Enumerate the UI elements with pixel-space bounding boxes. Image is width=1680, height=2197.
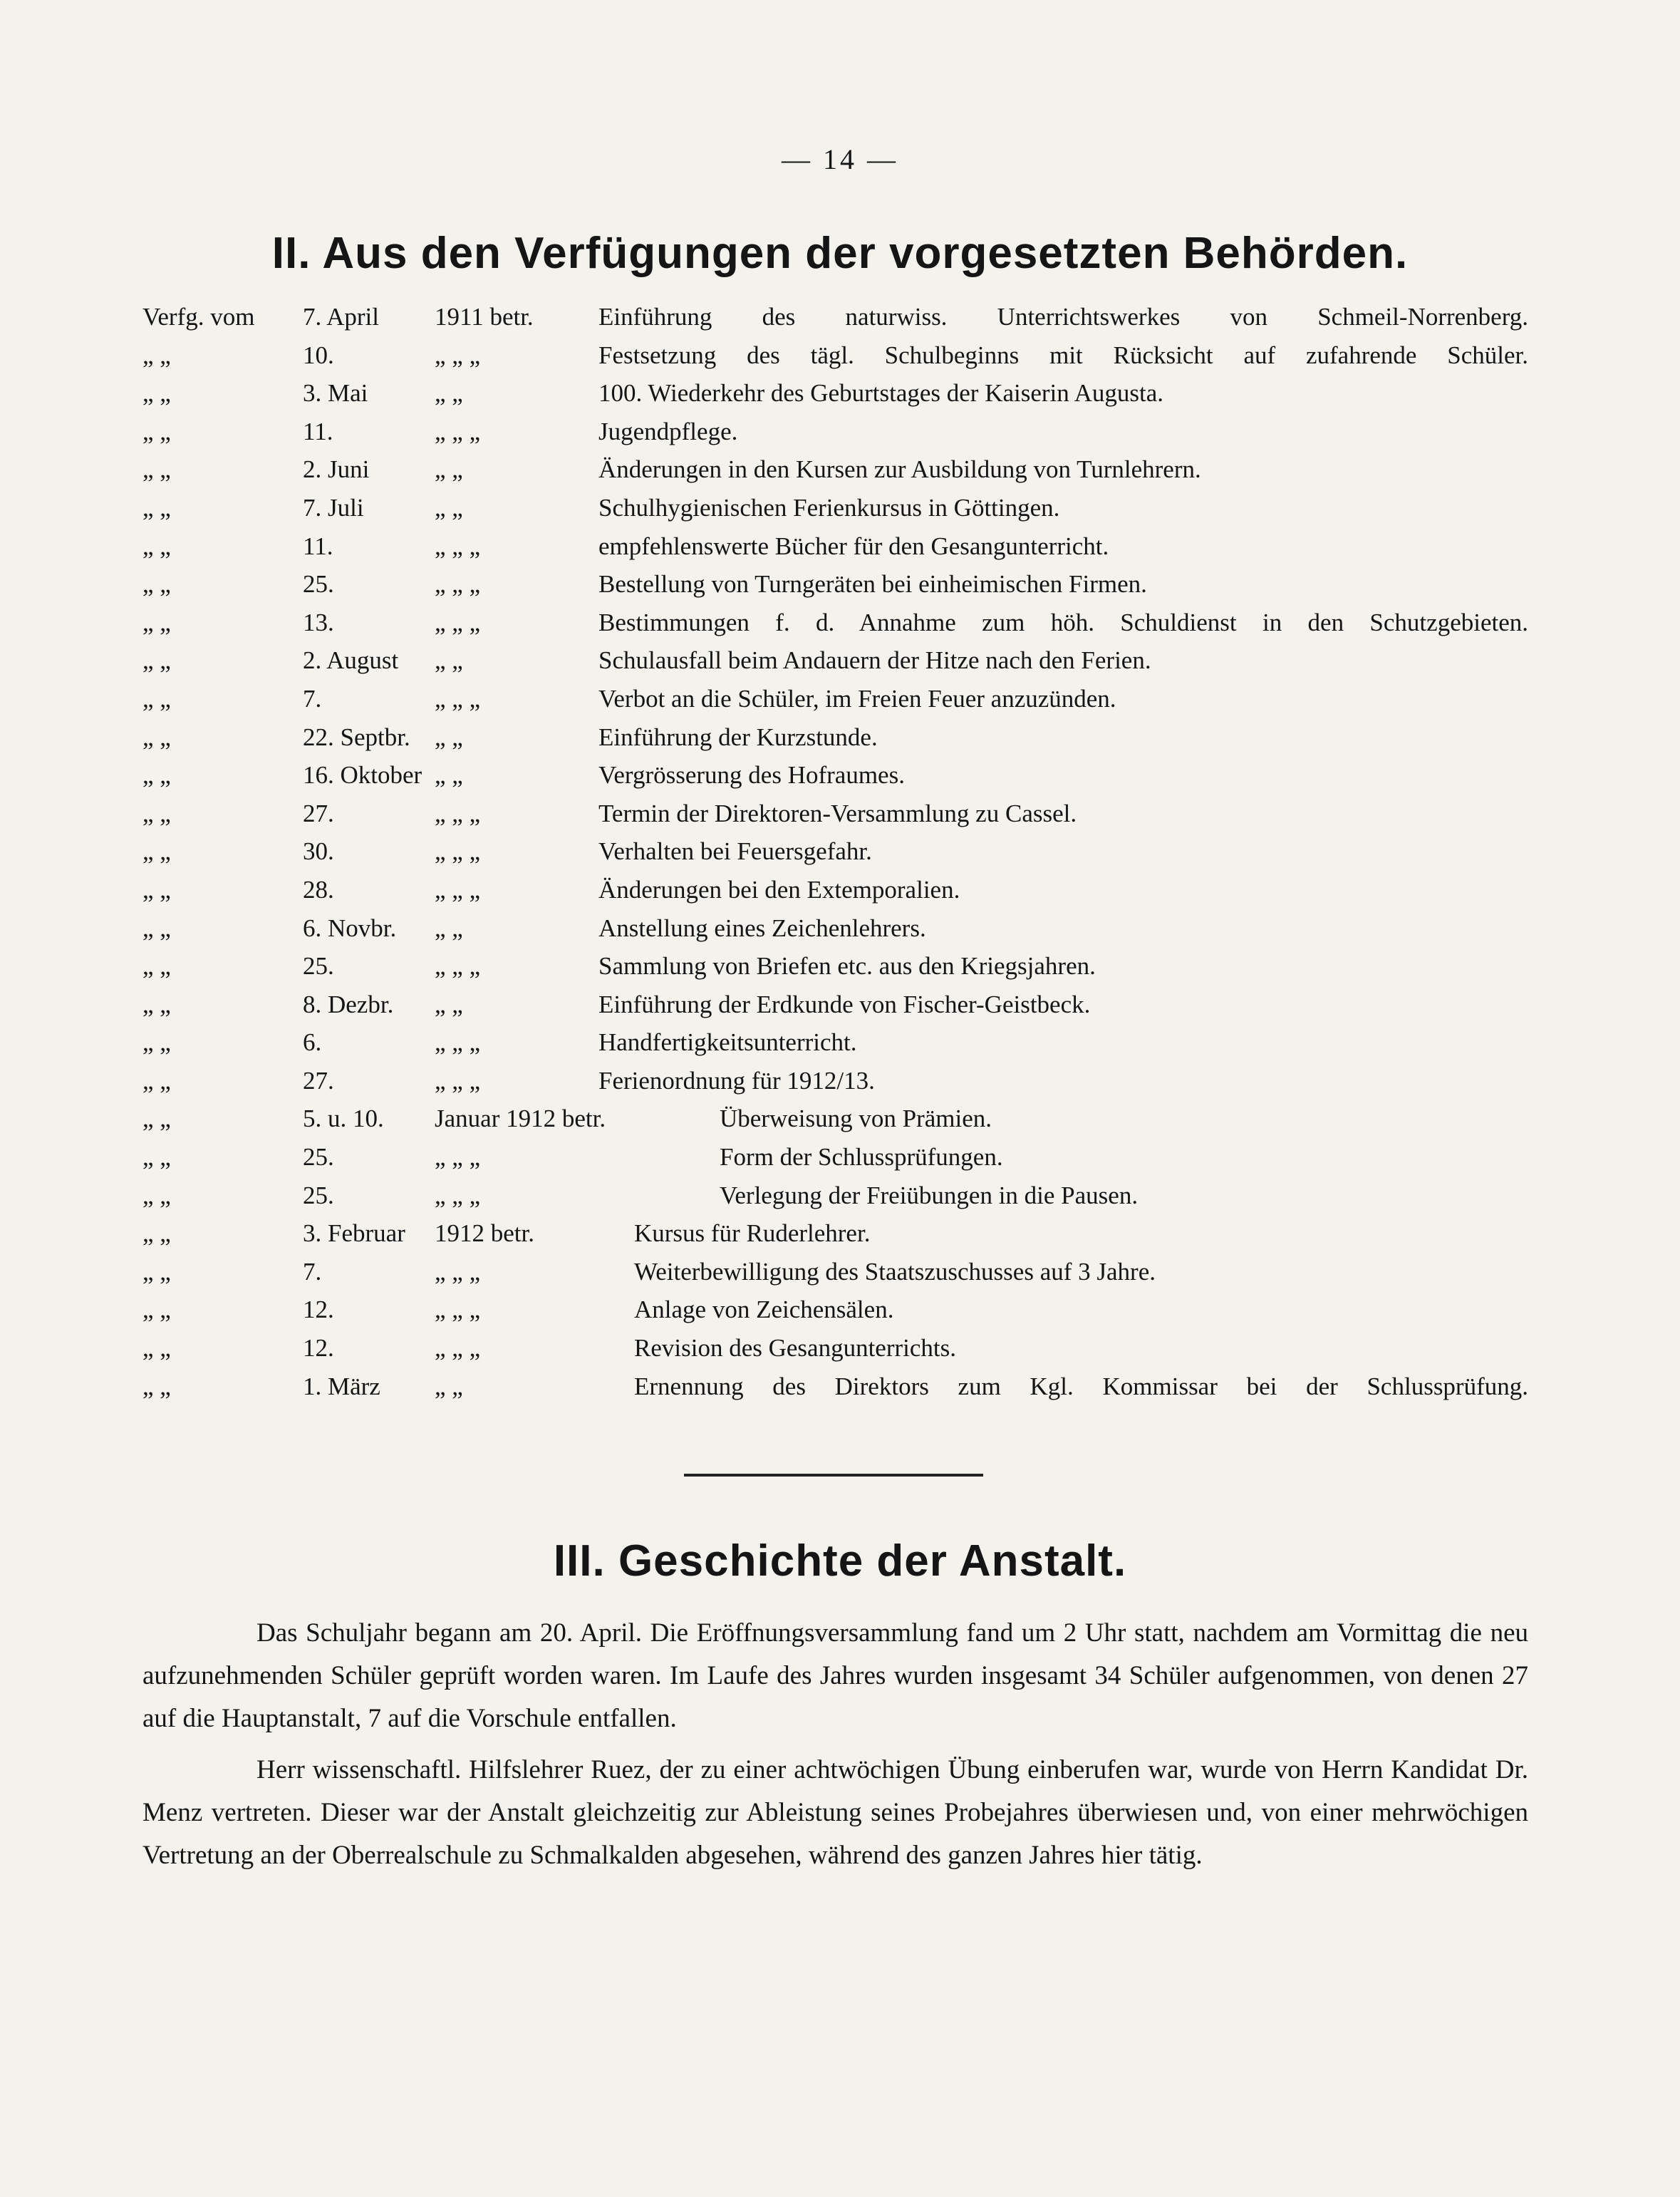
order-date: 7.	[303, 684, 322, 713]
order-betr: „ „	[435, 1372, 463, 1400]
order-date: 12.	[303, 1296, 334, 1324]
orders-list	[142, 298, 1528, 1405]
order-prefix: „ „	[142, 532, 171, 560]
order-row	[142, 336, 1528, 375]
order-subject: Schulausfall beim Andauern der Hitze nach den Ferien.	[598, 646, 1151, 675]
order-betr: „ „ „	[435, 799, 481, 827]
order-date: 2. August	[303, 646, 399, 675]
order-prefix: Verfg. vom	[142, 303, 255, 331]
order-betr: 1911 betr.	[435, 303, 534, 331]
order-subject: Ernennung des Direktors zum Kgl. Kommissar bei der Schlussprüfung.	[634, 1372, 1528, 1400]
order-date: 25.	[303, 570, 334, 599]
order-betr: „ „ „	[435, 1143, 481, 1172]
order-date: 25.	[303, 1143, 334, 1172]
order-subject: Handfertigkeitsunterricht.	[598, 1028, 857, 1057]
order-date: 27.	[303, 1066, 334, 1095]
order-prefix: „ „	[142, 1028, 171, 1057]
order-betr: „ „ „	[435, 1181, 481, 1209]
order-prefix: „ „	[142, 684, 171, 713]
order-row	[142, 947, 1528, 986]
order-date: 12.	[303, 1334, 334, 1363]
order-betr: „ „ „	[435, 341, 481, 369]
order-date: 10.	[303, 341, 334, 369]
order-date: 16. Oktober	[303, 761, 422, 790]
order-date: 6.	[303, 1028, 322, 1057]
order-betr: „ „ „	[435, 417, 481, 445]
order-prefix: „ „	[142, 1105, 171, 1133]
order-prefix: „ „	[142, 1143, 171, 1172]
order-row	[142, 986, 1528, 1024]
order-date: 7. April	[303, 303, 379, 331]
order-row	[142, 718, 1528, 757]
order-subject: Verbot an die Schüler, im Freien Feuer anzuzünden.	[598, 684, 1116, 713]
order-date: 5. u. 10.	[303, 1105, 384, 1133]
order-row	[142, 450, 1528, 489]
order-date: 7. Juli	[303, 493, 364, 522]
order-date: 3. Mai	[303, 379, 368, 408]
order-prefix: „ „	[142, 952, 171, 981]
order-row	[142, 641, 1528, 680]
order-row	[142, 1214, 1528, 1253]
order-date: 28.	[303, 875, 334, 904]
order-prefix: „ „	[142, 990, 171, 1018]
order-row	[142, 1062, 1528, 1100]
order-date: 1. März	[303, 1372, 380, 1400]
order-subject: Verlegung der Freiübungen in die Pausen.	[720, 1181, 1139, 1209]
order-subject: Anstellung eines Zeichenlehrers.	[598, 914, 926, 942]
order-row	[142, 298, 1528, 336]
order-betr: „ „	[435, 914, 463, 942]
order-betr: „ „ „	[435, 570, 481, 599]
page-number: — 14 —	[782, 143, 898, 175]
order-betr: „ „ „	[435, 1296, 481, 1324]
order-row	[142, 1291, 1528, 1329]
order-prefix: „ „	[142, 417, 171, 445]
order-betr: „ „ „	[435, 952, 481, 981]
order-row	[142, 374, 1528, 413]
order-subject: Sammlung von Briefen etc. aus den Kriegsjahren.	[598, 952, 1096, 981]
order-prefix: „ „	[142, 761, 171, 790]
history-text	[142, 1612, 1528, 1877]
order-subject: Einführung des naturwiss. Unterrichtswerkes von Schmeil-Norrenberg.	[598, 303, 1528, 331]
order-date: 25.	[303, 1181, 334, 1209]
order-betr: „ „ „	[435, 1028, 481, 1057]
order-date: 25.	[303, 952, 334, 981]
order-subject: Jugendpflege.	[598, 417, 738, 445]
order-subject: Weiterbewilligung des Staatszuschusses auf 3 Jahre.	[634, 1257, 1156, 1286]
order-row	[142, 1329, 1528, 1368]
order-row	[142, 1368, 1528, 1406]
order-row	[142, 756, 1528, 795]
order-prefix: „ „	[142, 493, 171, 522]
order-subject: Änderungen in den Kursen zur Ausbildung von Turnlehrern.	[598, 455, 1201, 484]
order-betr: 1912 betr.	[435, 1219, 534, 1248]
order-subject: Festsetzung des tägl. Schulbeginns mit Rücksicht auf zufahrende Schüler.	[598, 341, 1528, 369]
section-heading-verfuegungen: II. Aus den Verfügungen der vorgesetzten Behörden.	[271, 229, 1409, 278]
section-divider	[684, 1474, 983, 1477]
order-betr: „ „ „	[435, 532, 481, 560]
order-betr: „ „ „	[435, 875, 481, 904]
order-subject: Ferienordnung für 1912/13.	[598, 1066, 875, 1095]
order-row	[142, 1177, 1528, 1215]
order-row	[142, 1100, 1528, 1138]
order-date: 8. Dezbr.	[303, 990, 394, 1018]
order-betr: „ „ „	[435, 608, 481, 636]
order-prefix: „ „	[142, 455, 171, 484]
order-prefix: „ „	[142, 837, 171, 866]
order-subject: Kursus für Ruderlehrer.	[634, 1219, 871, 1248]
history-paragraph: Das Schuljahr begann am 20. April. Die Eröffnungsversammlung fand um 2 Uhr statt, nachdem am Vormittag die neu aufzunehmenden Schüler geprüft worden waren. Im Laufe des Jahres wurden insgesamt 34 Schüler aufgenommen, von denen 27 auf die Hauptanstalt, 7 auf die Vorschule entfallen.	[142, 1618, 1528, 1733]
order-betr: „ „ „	[435, 1257, 481, 1286]
order-subject: Revision des Gesangunterrichts.	[634, 1334, 956, 1363]
order-row	[142, 489, 1528, 527]
order-subject: Bestimmungen f. d. Annahme zum höh. Schuldienst in den Schutzgebieten.	[598, 608, 1528, 636]
order-subject: Vergrösserung des Hofraumes.	[598, 761, 905, 790]
order-betr: „ „ „	[435, 1066, 481, 1095]
order-betr: „ „	[435, 761, 463, 790]
order-prefix: „ „	[142, 608, 171, 636]
order-betr: „ „	[435, 723, 463, 751]
order-date: 27.	[303, 799, 334, 827]
order-row	[142, 413, 1528, 451]
order-date: 2. Juni	[303, 455, 370, 484]
order-row	[142, 909, 1528, 948]
order-betr: „ „	[435, 455, 463, 484]
order-prefix: „ „	[142, 723, 171, 751]
order-prefix: „ „	[142, 799, 171, 827]
order-prefix: „ „	[142, 1257, 171, 1286]
order-subject: Überweisung von Prämien.	[720, 1105, 992, 1133]
order-row	[142, 832, 1528, 871]
order-betr: „ „	[435, 990, 463, 1018]
order-row	[142, 1023, 1528, 1062]
order-prefix: „ „	[142, 1066, 171, 1095]
order-date: 11.	[303, 417, 333, 445]
order-subject: Einführung der Kurzstunde.	[598, 723, 878, 751]
order-row	[142, 1138, 1528, 1177]
order-betr: „ „	[435, 493, 463, 522]
order-subject: empfehlenswerte Bücher für den Gesangunterricht.	[598, 532, 1109, 560]
order-row	[142, 604, 1528, 642]
order-row	[142, 680, 1528, 718]
order-betr: „ „ „	[435, 837, 481, 866]
order-prefix: „ „	[142, 379, 171, 408]
order-prefix: „ „	[142, 341, 171, 369]
order-row	[142, 527, 1528, 566]
order-date: 6. Novbr.	[303, 914, 397, 942]
order-betr: „ „ „	[435, 1334, 481, 1363]
order-date: 13.	[303, 608, 334, 636]
order-subject: Änderungen bei den Extemporalien.	[598, 875, 960, 904]
order-subject: 100. Wiederkehr des Geburtstages der Kaiserin Augusta.	[598, 379, 1164, 408]
order-prefix: „ „	[142, 646, 171, 675]
order-betr: „ „	[435, 379, 463, 408]
order-subject: Verhalten bei Feuersgefahr.	[598, 837, 872, 866]
order-date: 3. Februar	[303, 1219, 405, 1248]
order-prefix: „ „	[142, 1334, 171, 1363]
order-row	[142, 565, 1528, 604]
order-prefix: „ „	[142, 1219, 171, 1248]
history-paragraph: Herr wissenschaftl. Hilfslehrer Ruez, der zu einer achtwöchigen Übung einberufen war, wurde von Herrn Kandidat Dr. Menz vertreten. Dieser war der Anstalt gleichzeitig zur Ableistung seines Probejahres überwiesen und, von einer mehrwöchigen Vertretung an der Oberrealschule zu Schmalkalden abgesehen, während des ganzen Jahres hier tätig.	[142, 1755, 1528, 1870]
section-heading-geschichte: III. Geschichte der Anstalt.	[553, 1536, 1127, 1586]
order-prefix: „ „	[142, 875, 171, 904]
order-betr: „ „	[435, 646, 463, 675]
order-subject: Form der Schlussprüfungen.	[720, 1143, 1003, 1172]
order-date: 11.	[303, 532, 333, 560]
order-prefix: „ „	[142, 570, 171, 599]
order-row	[142, 795, 1528, 833]
order-date: 30.	[303, 837, 334, 866]
order-row	[142, 871, 1528, 909]
order-subject: Schulhygienischen Ferienkursus in Göttingen.	[598, 493, 1060, 522]
order-subject: Einführung der Erdkunde von Fischer-Geistbeck.	[598, 990, 1091, 1018]
order-date: 22. Septbr.	[303, 723, 410, 751]
order-subject: Anlage von Zeichensälen.	[634, 1296, 894, 1324]
order-prefix: „ „	[142, 1372, 171, 1400]
order-betr: „ „ „	[435, 684, 481, 713]
order-date: 7.	[303, 1257, 322, 1286]
order-row	[142, 1253, 1528, 1291]
order-prefix: „ „	[142, 914, 171, 942]
order-subject: Termin der Direktoren-Versammlung zu Cassel.	[598, 799, 1077, 827]
order-prefix: „ „	[142, 1296, 171, 1324]
order-prefix: „ „	[142, 1181, 171, 1209]
order-subject: Bestellung von Turngeräten bei einheimischen Firmen.	[598, 570, 1147, 599]
order-betr: Januar 1912 betr.	[435, 1105, 606, 1133]
